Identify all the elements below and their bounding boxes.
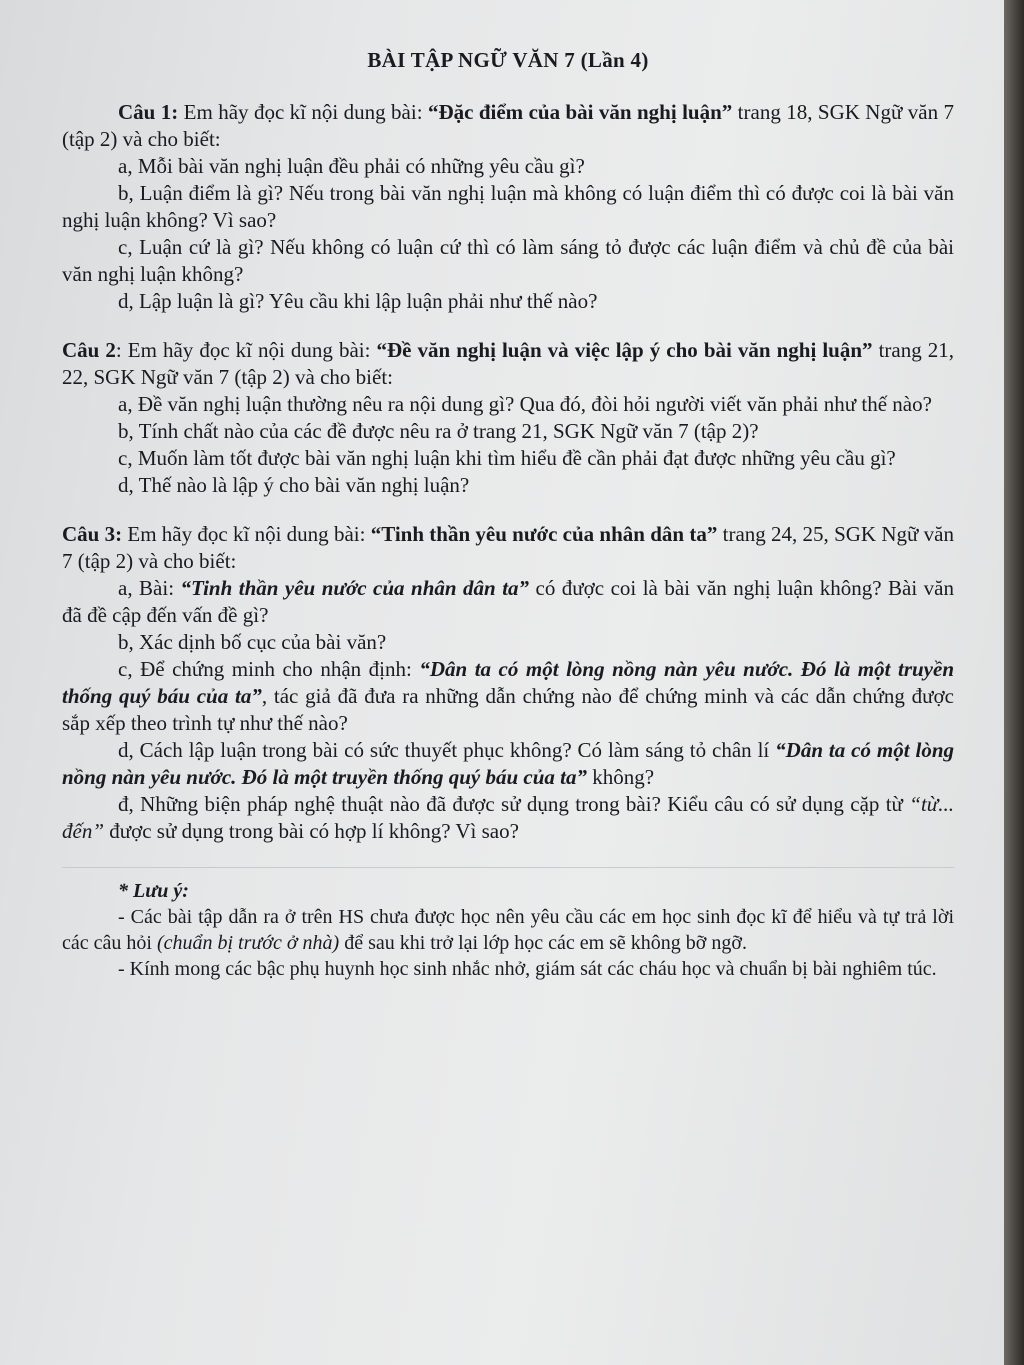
question-3-pre: Em hãy đọc kĩ nội dung bài:	[122, 522, 371, 546]
note-line-1-post: để sau khi trở lại lớp học các em sẽ không bỡ ngỡ.	[339, 932, 747, 954]
question-3-d-quote: “Dân ta có một lòng nồng nàn yêu nước. Đó là một truyền thống quý báu của ta”	[62, 738, 955, 789]
question-2-item-b: b, Tính chất nào của các đề được nêu ra ở trang 21, SGK Ngữ văn 7 (tập 2)?	[118, 419, 759, 443]
question-3-a-quote: “Tinh thần yêu nước của nhân dân ta”	[180, 576, 530, 600]
note-line-1-pre: - Các bài tập dẫn ra ở trên HS chưa được học nên yêu cầu các em học sinh đọc kĩ để hiểu và tự trả lời các câu hỏi	[62, 906, 954, 954]
question-3-c-quote: “Dân ta có một lòng nồng nàn yêu nước. Đó là một truyền thống quý báu của ta”	[62, 657, 954, 708]
document-title: BÀI TẬP NGỮ VĂN 7 (Lần 4)	[367, 48, 649, 72]
question-3-topic: “Tinh thần yêu nước của nhân dân ta”	[370, 522, 718, 546]
question-1-item-c: c, Luận cứ là gì? Nếu không có luận cứ thì có làm sáng tỏ được các luận điểm và chủ đề của bài văn nghị luận không?	[62, 235, 954, 286]
question-2-topic: “Đề văn nghị luận và việc lập ý cho bài văn nghị luận”	[376, 338, 873, 362]
question-1-item-a: a, Mỗi bài văn nghị luận đều phải có những yêu cầu gì?	[118, 154, 585, 178]
question-3-label: Câu 3:	[62, 522, 123, 546]
question-3-a-pre: a, Bài:	[118, 576, 181, 600]
question-2-pre: : Em hãy đọc kĩ nội dung bài:	[115, 338, 377, 362]
question-2-intro	[62, 337, 954, 391]
question-1-item-d: d, Lập luận là gì? Yêu cầu khi lập luận phải như thế nào?	[118, 289, 598, 313]
question-1-item-b: b, Luận điểm là gì? Nếu trong bài văn nghị luận mà không có luận điểm thì có được coi là bài văn nghị luận không? Vì sao?	[62, 181, 954, 232]
note-line-1-italic: (chuẩn bị trước ở nhà)	[156, 932, 340, 954]
question-2	[62, 337, 954, 499]
question-2-item-d: d, Thế nào là lập ý cho bài văn nghị luận?	[118, 473, 470, 497]
question-3-item-dd	[62, 791, 954, 845]
question-3-item-c	[62, 656, 954, 737]
note-title: * Lưu ý:	[118, 880, 189, 902]
question-1-label: Câu 1:	[118, 100, 179, 124]
note-section	[62, 878, 954, 982]
question-3-item-d	[62, 737, 954, 791]
question-3-item-b: b, Xác dịnh bố cục của bài văn?	[118, 630, 387, 654]
question-3-post: trang 24, 25, SGK Ngữ văn 7 (tập 2) và cho biết:	[62, 522, 954, 573]
question-2-item-a: a, Đề văn nghị luận thường nêu ra nội dung gì? Qua đó, đòi hỏi người viết văn phải như thế nào?	[118, 392, 932, 416]
question-3-a-post: có được coi là bài văn nghị luận không? Bài văn đã đề cập đến vấn đề gì?	[62, 576, 954, 627]
question-3-dd-pre: đ, Những biện pháp nghệ thuật nào đã được sử dụng trong bài? Kiểu câu có sử dụng cặp từ	[118, 792, 910, 816]
question-2-post: trang 21, 22, SGK Ngữ văn 7 (tập 2) và cho biết:	[62, 338, 955, 389]
question-1-post: trang 18, SGK Ngữ văn 7 (tập 2) và cho biết:	[62, 100, 954, 151]
document-body	[62, 48, 954, 982]
question-3-dd-post: được sử dụng trong bài có hợp lí không? Vì sao?	[104, 819, 519, 843]
question-3-dd-quote: “từ... đến”	[62, 792, 954, 843]
question-2-item-c: c, Muốn làm tốt được bài văn nghị luận khi tìm hiểu đề cần phải đạt được những yêu cầu gì?	[118, 446, 896, 470]
question-3-c-pre: c, Để chứng minh cho nhận định:	[118, 657, 420, 681]
question-2-label: Câu 2	[62, 338, 116, 362]
question-3-intro	[62, 521, 954, 575]
note-line-2: - Kính mong các bậc phụ huynh học sinh nhắc nhở, giám sát các cháu học và chuẩn bị bài nghiêm túc.	[118, 958, 937, 980]
question-3-c-post: , tác giả đã đưa ra những dẫn chứng nào để chứng minh và các dẫn chứng được sắp xếp theo trình tự như thế nào?	[62, 684, 954, 735]
question-3	[62, 521, 954, 845]
question-1-intro	[62, 99, 954, 153]
note-line-1	[62, 904, 954, 956]
section-divider	[62, 867, 954, 868]
question-1	[62, 99, 954, 315]
question-3-d-post: không?	[587, 765, 655, 789]
question-1-pre: Em hãy đọc kĩ nội dung bài:	[178, 100, 428, 124]
question-3-item-a	[62, 575, 954, 629]
question-3-d-pre: d, Cách lập luận trong bài có sức thuyết phục không? Có làm sáng tỏ chân lí	[118, 738, 776, 762]
question-1-topic: “Đặc điểm của bài văn nghị luận”	[427, 100, 733, 124]
